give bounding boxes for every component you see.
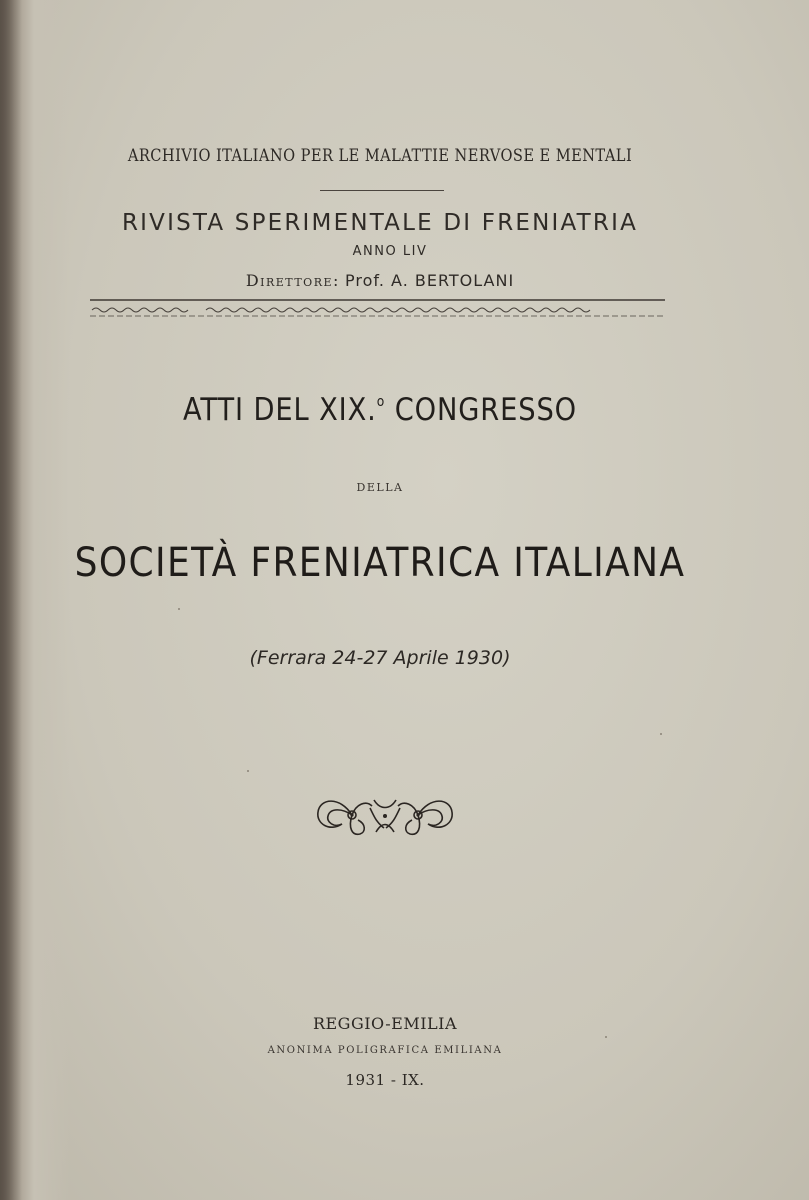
paper-speck bbox=[660, 733, 662, 735]
congress-place-date: (Ferrara 24-27 Aprile 1930) bbox=[249, 647, 511, 669]
della-connector: DELLA bbox=[356, 481, 404, 494]
imprint-publisher: ANONIMA POLIGRAFICA EMILIANA bbox=[267, 1045, 503, 1056]
paper-speck bbox=[247, 770, 249, 772]
short-divider-rule bbox=[320, 190, 444, 191]
journal-rivista-title: RIVISTA SPERIMENTALE DI FRENIATRIA bbox=[121, 210, 639, 236]
congress-title-main: ATTI DEL XIX. bbox=[182, 392, 377, 428]
imprint-year: 1931 - IX. bbox=[345, 1071, 425, 1089]
congress-title bbox=[46, 392, 715, 428]
paper-speck bbox=[178, 608, 180, 610]
journal-volume-year: ANNO LIV bbox=[352, 244, 428, 259]
floral-ornament-icon bbox=[312, 788, 458, 842]
journal-director-line bbox=[0, 271, 760, 290]
journal-archivio-title: ARCHIVIO ITALIANO PER LE MALATTIE NERVOSE E MENTALI bbox=[127, 146, 633, 166]
director-name: Prof. A. BERTOLANI bbox=[345, 271, 515, 290]
society-name: SOCIETÀ FRENIATRICA ITALIANA bbox=[74, 540, 686, 586]
imprint-city: REGGIO-EMILIA bbox=[312, 1014, 458, 1033]
director-label: Direttore: bbox=[245, 271, 340, 290]
congress-ordinal-mark: o bbox=[376, 394, 386, 410]
congress-title-rest: CONGRESSO bbox=[385, 392, 578, 428]
wavy-divider-rule bbox=[90, 296, 665, 320]
paper-speck bbox=[605, 1036, 607, 1038]
